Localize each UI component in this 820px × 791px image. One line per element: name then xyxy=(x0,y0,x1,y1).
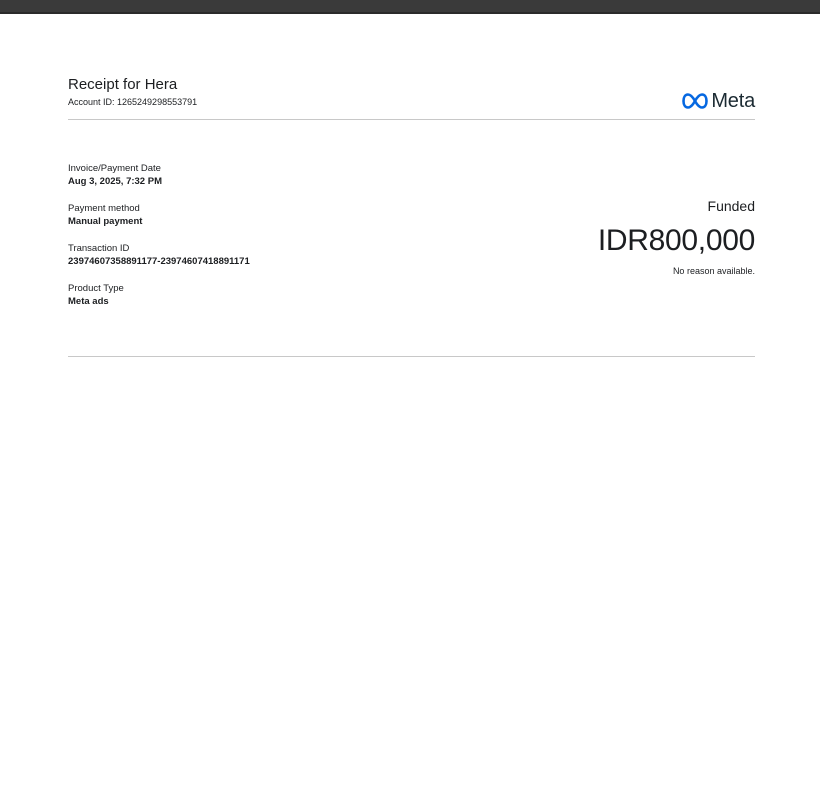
transaction-id-field xyxy=(68,242,368,268)
product-type-label: Product Type xyxy=(68,283,124,294)
transaction-id-value: 23974607358891177-23974607418891171 xyxy=(68,256,250,267)
payment-amount: IDR800,000 xyxy=(597,224,755,257)
payment-summary xyxy=(455,197,755,277)
product-type-field xyxy=(68,282,368,308)
viewer-top-bar xyxy=(0,0,820,14)
payment-method-field xyxy=(68,202,368,228)
receipt-details xyxy=(68,162,368,322)
account-id: Account ID: 1265249298553791 xyxy=(68,97,198,107)
receipt-header xyxy=(68,76,755,120)
meta-infinity-icon xyxy=(682,93,708,109)
payment-method-value: Manual payment xyxy=(68,216,143,227)
payment-reason: No reason available. xyxy=(672,266,755,276)
payment-date-field xyxy=(68,162,368,188)
payment-method-label: Payment method xyxy=(68,203,140,214)
payment-status: Funded xyxy=(707,198,755,214)
product-type-value: Meta ads xyxy=(68,296,109,307)
meta-logo xyxy=(682,90,755,112)
receipt-title: Receipt for Hera xyxy=(68,76,178,93)
receipt-page xyxy=(0,14,820,791)
payment-date-value: Aug 3, 2025, 7:32 PM xyxy=(68,176,162,187)
transaction-id-label: Transaction ID xyxy=(68,243,130,254)
bottom-divider xyxy=(68,356,755,357)
payment-date-label: Invoice/Payment Date xyxy=(68,163,161,174)
meta-logo-text: Meta xyxy=(711,90,755,112)
